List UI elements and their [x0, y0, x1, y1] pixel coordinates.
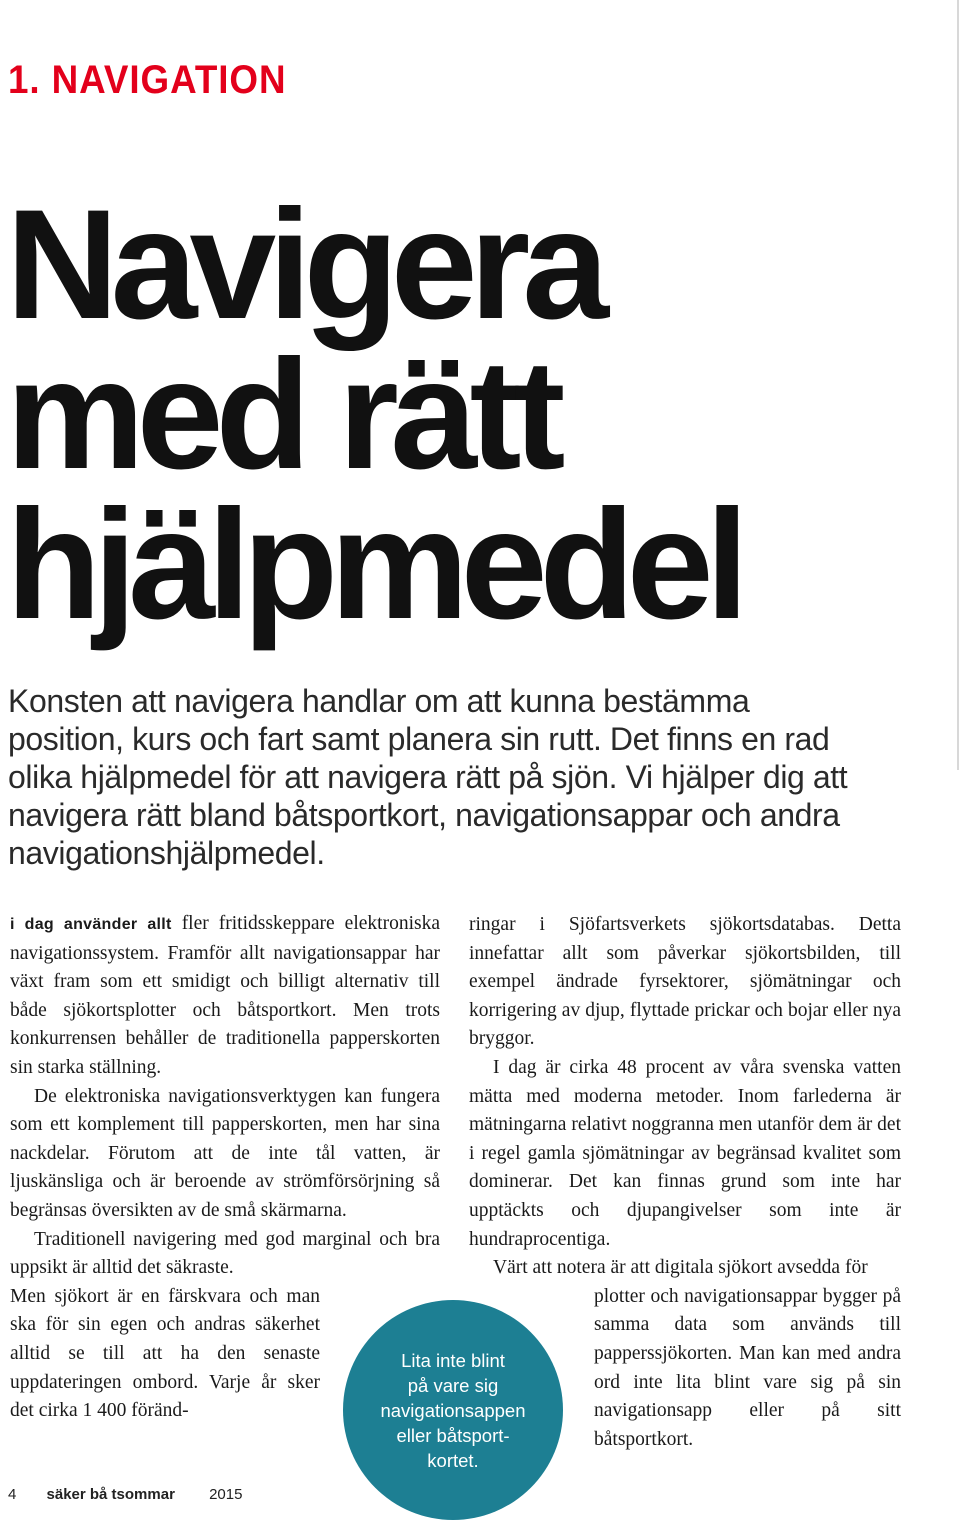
page-footer: [8, 1486, 242, 1503]
headline-line-2: med rätt: [6, 328, 558, 502]
headline: [6, 178, 906, 652]
pull-quote-line-4: eller båtsport-: [396, 1425, 510, 1446]
pull-quote-line-2: på vare sig: [407, 1375, 499, 1396]
body-paragraph-6: I dag är cirka 48 procent av våra svenska vatten mätta med moderna metoder. Inom farlederna är mätningarna relativt noggranna men utanför dem är det i regel gamla sjömätningar av begränsad kvalitet som dominerar. Det kan finnas grund som inte har upptäckts och djupangivelser som inte är hundraprocentiga.: [469, 1056, 901, 1250]
body-paragraph-2: De elektroniska navigationsverktygen kan fungera som ett komplement till papperskorten, men har sina nackdelar. Förutom att de inte tål vatten, är ljuskänsliga och är beroende av strömförsörjning så begränsas översikten av de små skärmarna.: [10, 1085, 440, 1221]
body-paragraph-8: plotter och navigationsappar bygger på samma data som används till papperssjökorten. Man kan med andra ord inte lita blint vare sig på sin navigationsapp eller på sitt båtsportkort.: [594, 1285, 901, 1450]
pull-quote-bubble: [343, 1300, 563, 1520]
magazine-name: säker bå tsommar: [46, 1486, 175, 1503]
body-paragraph-5: ringar i Sjöfartsverkets sjökortsdatabas. Detta innefattar allt som påverkar sjökortsbilden, till exempel ändrade fyrsektorer, sjömätningar och korrigering av djup, flyttade prickar och bojar eller nya bryggor.: [469, 914, 901, 1050]
body-paragraph-4: Men sjökort är en färskvara och man ska för sin egen och andras säkerhet alltid se till att ha den senaste uppdateringen ombord. Varje år sker det cirka 1 400 föränd-: [10, 1285, 320, 1422]
pull-quote-line-3: navigationsappen: [380, 1400, 526, 1421]
body-paragraph-1: [10, 910, 440, 1083]
section-label: 1. NAVIGATION: [8, 58, 287, 102]
pull-quote-line-1: Lita inte blint: [401, 1350, 505, 1371]
page-edge-divider: [957, 0, 959, 770]
issue-year: 2015: [209, 1486, 243, 1503]
body-paragraph-1-text: fler fritidsskeppare elektroniska navigationssystem. Framför allt navigationsappar har växt fram som ett smidigt och billigt alternativ till både sjökortsplotter och båtsportkort. Men trots konkurrensen behåller de traditionella papperskorten sin starka ställning.: [10, 913, 440, 1078]
headline-line-1: Navigera: [6, 178, 602, 352]
ingress: Konsten att navigera handlar om att kunna bestämma position, kurs och fart samt planera sin rutt. Det finns en rad olika hjälpmedel för att navigera rätt på sjön. Vi hjälper dig att navigera rätt bland båtsportkort, navigationsappar och andra navigationshjälpmedel.: [8, 683, 848, 871]
body-paragraph-3: Traditionell navigering med god marginal och bra uppsikt är alltid det säkraste.: [10, 1228, 440, 1279]
lead-in: i dag använder allt: [10, 916, 172, 933]
pull-quote-line-5: kortet.: [427, 1450, 479, 1471]
headline-line-3: hjälpmedel: [6, 478, 741, 652]
page-number: 4: [8, 1486, 17, 1503]
body-paragraph-7: Värt att notera är att digitala sjökort avsedda för: [493, 1257, 868, 1279]
pull-quote-text: [343, 1348, 563, 1473]
